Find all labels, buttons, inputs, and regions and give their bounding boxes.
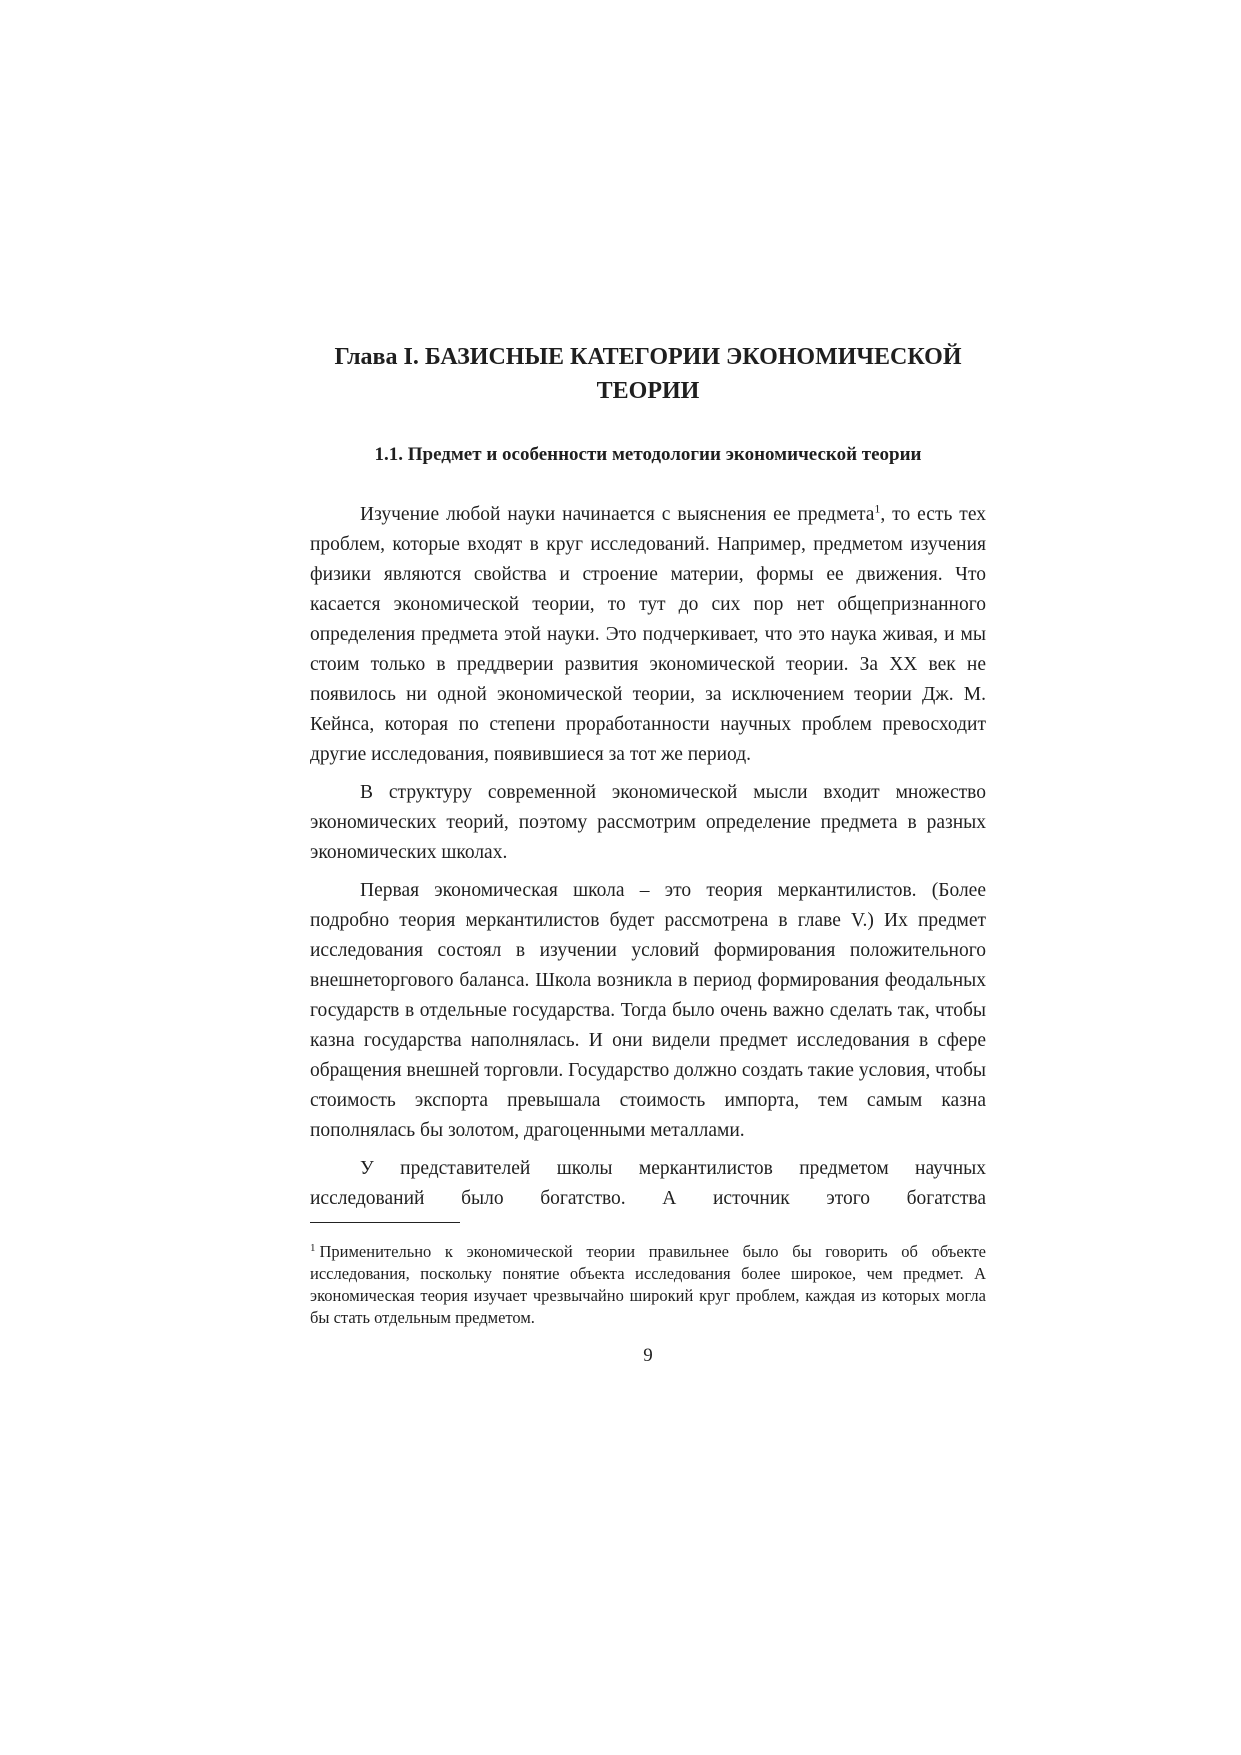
paragraph-2: В структуру современной экономической мысли входит множество экономических теорий, поэтому рассмотрим определение предмета в разных экономических школах. [310,782,986,863]
footnote [310,1241,986,1329]
paragraph-1-rest: , то есть тех проблем, которые входят в круг исследований. Например, предметом изучения физики являются свойства и строение материи, формы ее движения. Что касается экономической теории, то тут до сих пор нет общепризнанного определения предмета этой науки. Это подчеркивает, что это наука живая, и мы стоим только в преддверии развития экономической теории. За XX век не появилось ни одной экономической теории, за исключением теории Дж. М. Кейнса, которая по степени проработанности научных проблем превосходит другие исследования, появившиеся за тот же период. [310,504,986,765]
body-text [310,500,986,1214]
footnote-number: 1 [310,1241,316,1254]
document-page [310,340,986,1367]
page-number: 9 [643,1345,653,1366]
paragraph-1 [310,500,986,770]
chapter-title [310,340,986,408]
footnote-ref-1[interactable]: 1 [874,501,881,516]
footnote-text: Применительно к экономической теории правильнее было бы говорить об объекте исследования, поскольку понятие объекта исследования более широкое, чем предмет. А экономическая теория изучает чрезвычайно широкий круг проблем, каждая из которых могла бы стать отдельным предметом. [310,1242,986,1327]
paragraph-4: У представителей школы меркантилистов предметом научных исследований было богатство. А источник этого богатства [310,1158,986,1209]
chapter-title-line2: ТЕОРИИ [596,378,700,404]
chapter-title-line1: Глава I. БАЗИСНЫЕ КАТЕГОРИИ ЭКОНОМИЧЕСКОЙ [334,344,962,370]
footnote-divider [310,1222,460,1223]
paragraph-3: Первая экономическая школа – это теория меркантилистов. (Более подробно теория меркантилистов будет рассмотрена в главе V.) Их предмет исследования состоял в изучении условий формирования положительного внешнеторгового баланса. Школа возникла в период формирования феодальных государств в отдельные государства. Тогда было очень важно сделать так, чтобы казна государства наполнялась. И они видели предмет исследования в сфере обращения внешней торговли. Государство должно создать такие условия, чтобы стоимость экспорта превышала стоимость импорта, тем самым казна пополнялась бы золотом, драгоценными металлами. [310,880,986,1141]
paragraph-1-start: Изучение любой науки начинается с выяснения ее предмета [360,504,875,525]
section-title: 1.1. Предмет и особенности методологии экономической теории [374,444,922,465]
